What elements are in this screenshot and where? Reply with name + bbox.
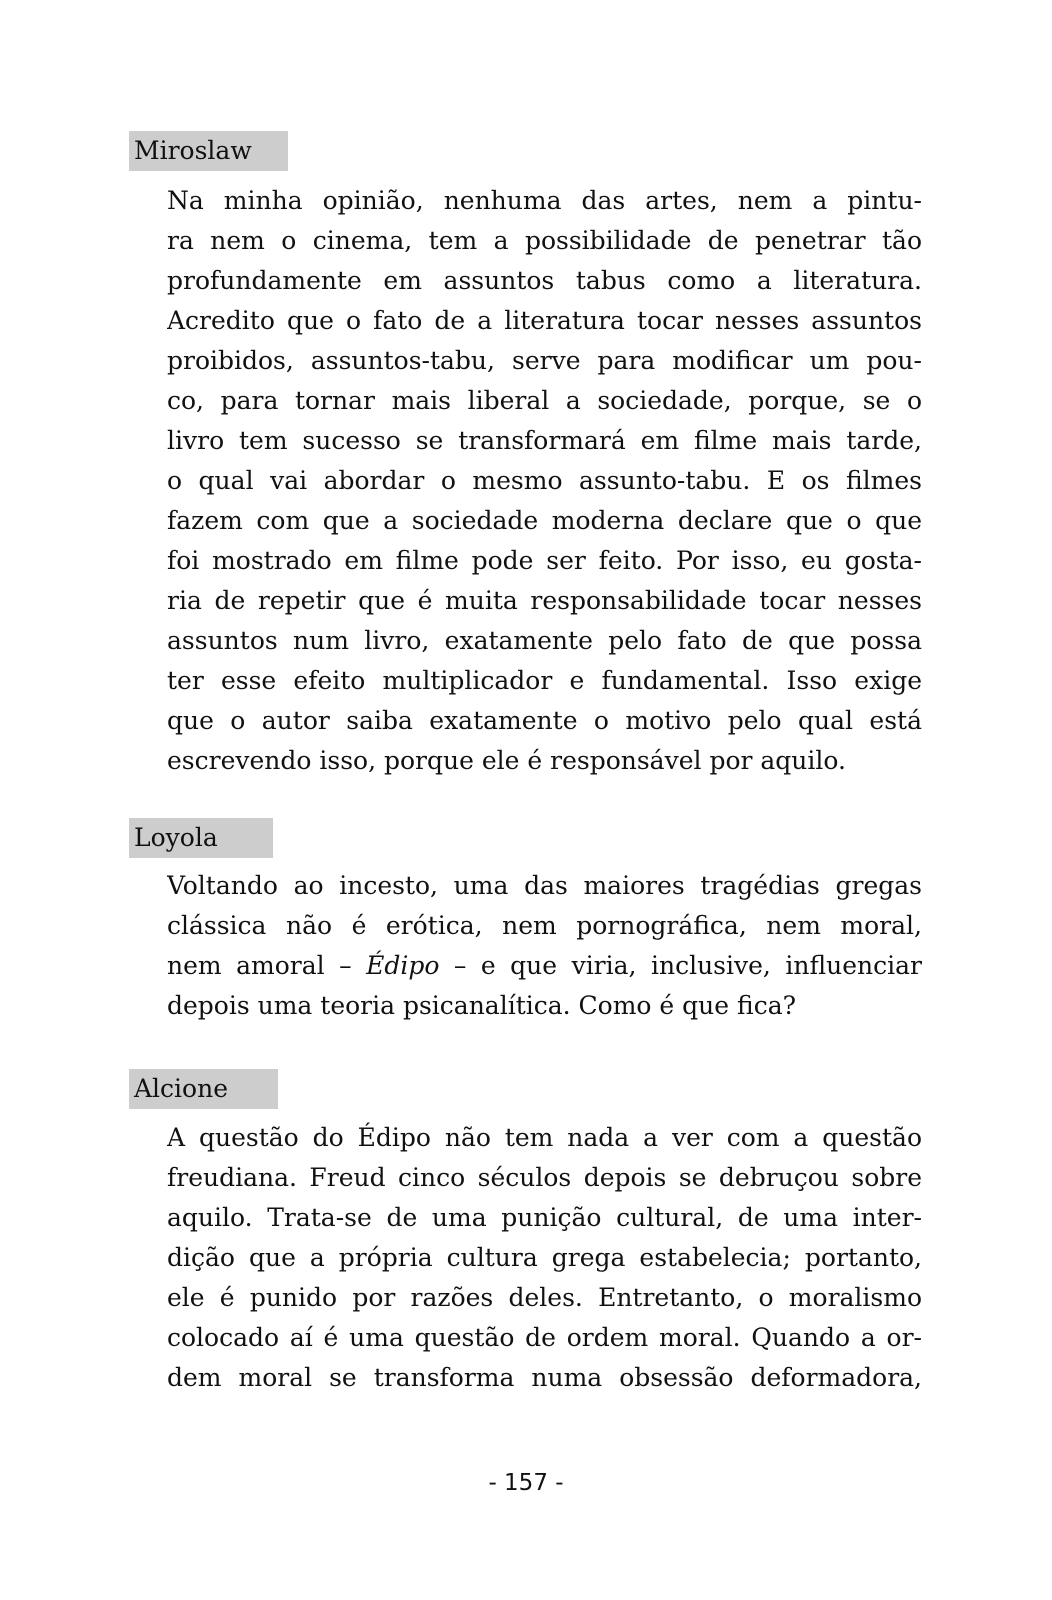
text-line: proibidos, assuntos-tabu, serve para modificar um pou- [167,346,922,375]
text-line: livro tem sucesso se transformará em filme mais tarde, [167,426,922,455]
speaker-label-alcione: Alcione [129,1069,278,1109]
text-line: dição que a própria cultura grega estabelecia; portanto, [167,1243,922,1272]
text-line: assuntos num livro, exatamente pelo fato de que possa [167,626,922,655]
speaker-label-loyola: Loyola [129,818,273,858]
speaker-label-miroslaw: Miroslaw [129,131,288,171]
text-line: o qual vai abordar o mesmo assunto-tabu. E os filmes [167,466,922,495]
text-line: aquilo. Trata-se de uma punição cultural, de uma inter- [167,1203,922,1232]
text-line: A questão do Édipo não tem nada a ver com a questão [167,1123,922,1152]
speech-paragraph-loyola [167,866,922,1026]
text-line: clássica não é erótica, nem pornográfica, nem moral, [167,911,922,940]
text-line [167,946,922,986]
text-line: depois uma teoria psicanalítica. Como é que fica? [167,991,797,1020]
text-line: profundamente em assuntos tabus como a literatura. [167,266,922,295]
text-line: Voltando ao incesto, uma das maiores tragédias gregas [167,871,922,900]
speech-paragraph-miroslaw [167,181,922,781]
text-line: freudiana. Freud cinco séculos depois se debruçou sobre [167,1163,922,1192]
speech-paragraph-alcione [167,1118,922,1398]
text-line: ele é punido por razões deles. Entretanto, o moralismo [167,1283,922,1312]
text-line: fazem com que a sociedade moderna declare que o que [167,506,922,535]
text-line: colocado aí é uma questão de ordem moral. Quando a or- [167,1323,922,1352]
text-line: escrevendo isso, porque ele é responsável por aquilo. [167,746,846,775]
text-line: que o autor saiba exatamente o motivo pelo qual está [167,706,922,735]
text-line: foi mostrado em filme pode ser feito. Por isso, eu gosta- [167,546,922,575]
text-line: Acredito que o fato de a literatura tocar nesses assuntos [167,306,922,335]
text-line: co, para tornar mais liberal a sociedade, porque, se o [167,386,922,415]
text-line: ria de repetir que é muita responsabilidade tocar nesses [167,586,922,615]
text-line: dem moral se transforma numa obsessão deformadora, [167,1363,922,1392]
text-line: ra nem o cinema, tem a possibilidade de penetrar tão [167,226,922,255]
text-segment: – e que viria, inclusive, influenciar [439,951,922,980]
text-line: ter esse efeito multiplicador e fundamental. Isso exige [167,666,922,695]
page-number: - 157 - [488,1470,564,1496]
text-segment: nem amoral – [167,951,367,980]
italic-title: Édipo [366,951,440,980]
text-line: Na minha opinião, nenhuma das artes, nem a pintu- [167,186,922,215]
